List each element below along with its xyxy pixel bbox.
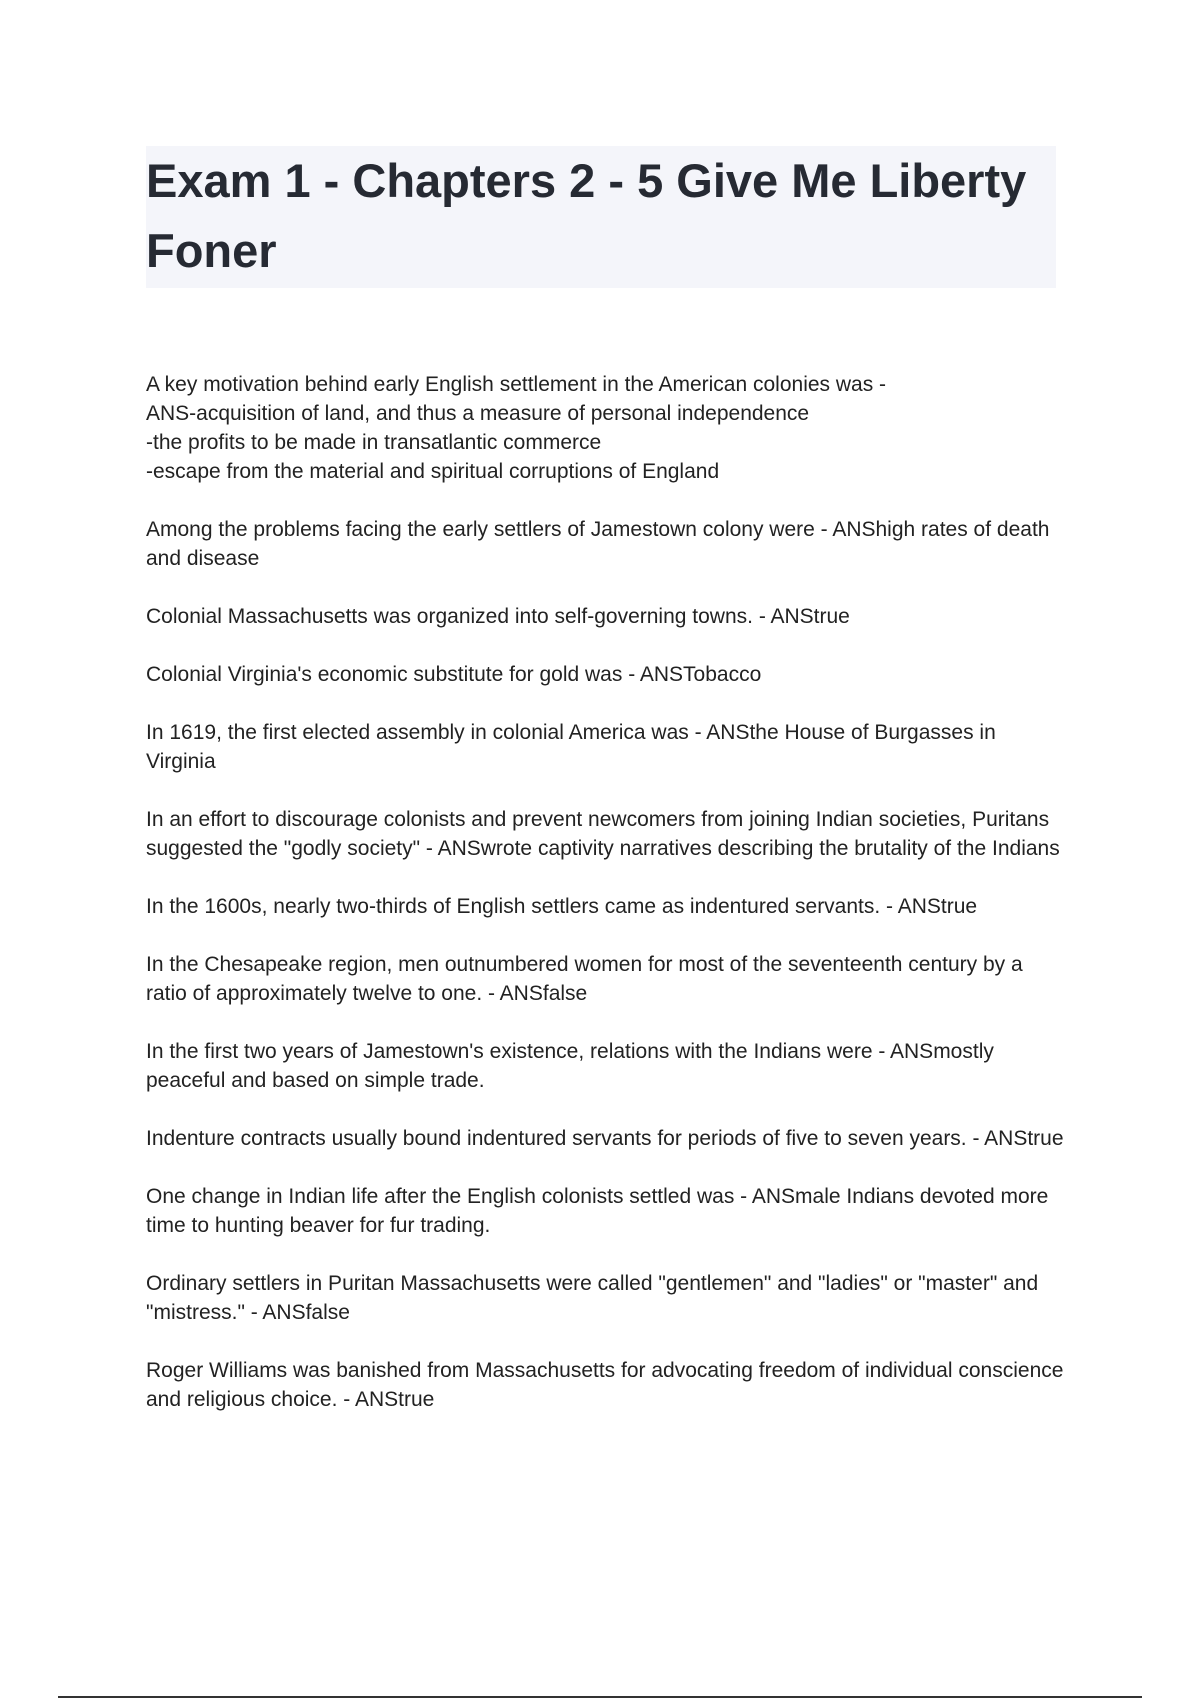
qa-item: In the 1600s, nearly two-thirds of English settlers came as indentured servants. - ANStrue xyxy=(146,895,978,918)
title-banner xyxy=(146,146,1056,288)
qa-item: In the Chesapeake region, men outnumbered women for most of the seventeenth century by a ratio of approximately twelve to one. - ANSfalse xyxy=(146,953,1023,1005)
qa-list xyxy=(146,370,1066,1443)
page-title: Exam 1 - Chapters 2 - 5 Give Me Liberty Foner xyxy=(146,154,1027,277)
qa-answer-line: -escape from the material and spiritual corruptions of England xyxy=(146,460,720,483)
qa-item: Roger Williams was banished from Massachusetts for advocating freedom of individual conscience and religious choice. - ANStrue xyxy=(146,1359,1064,1411)
footer-divider xyxy=(58,1696,1142,1698)
qa-item: Among the problems facing the early settlers of Jamestown colony were - ANShigh rates of death and disease xyxy=(146,518,1050,570)
qa-question: A key motivation behind early English settlement in the American colonies was - xyxy=(146,373,887,396)
qa-item: Colonial Virginia's economic substitute for gold was - ANSTobacco xyxy=(146,663,762,686)
qa-item: Colonial Massachusetts was organized into self-governing towns. - ANStrue xyxy=(146,605,850,628)
qa-item: Ordinary settlers in Puritan Massachusetts were called "gentlemen" and "ladies" or "master" and "mistress." - ANSfalse xyxy=(146,1272,1039,1324)
qa-item: In an effort to discourage colonists and prevent newcomers from joining Indian societies, Puritans suggested the "godly society" - ANSwrote captivity narratives describing the brutality of the Indians xyxy=(146,808,1060,860)
qa-answer-line: -the profits to be made in transatlantic commerce xyxy=(146,431,602,454)
qa-answer-line: ANS-acquisition of land, and thus a measure of personal independence xyxy=(146,402,810,425)
qa-item xyxy=(146,370,1066,486)
qa-item: One change in Indian life after the English colonists settled was - ANSmale Indians devoted more time to hunting beaver for fur trading. xyxy=(146,1185,1049,1237)
qa-item: In 1619, the first elected assembly in colonial America was - ANSthe House of Burgasses in Virginia xyxy=(146,721,996,773)
qa-item: In the first two years of Jamestown's existence, relations with the Indians were - ANSmostly peaceful and based on simple trade. xyxy=(146,1040,994,1092)
qa-item: Indenture contracts usually bound indentured servants for periods of five to seven years. - ANStrue xyxy=(146,1127,1064,1150)
